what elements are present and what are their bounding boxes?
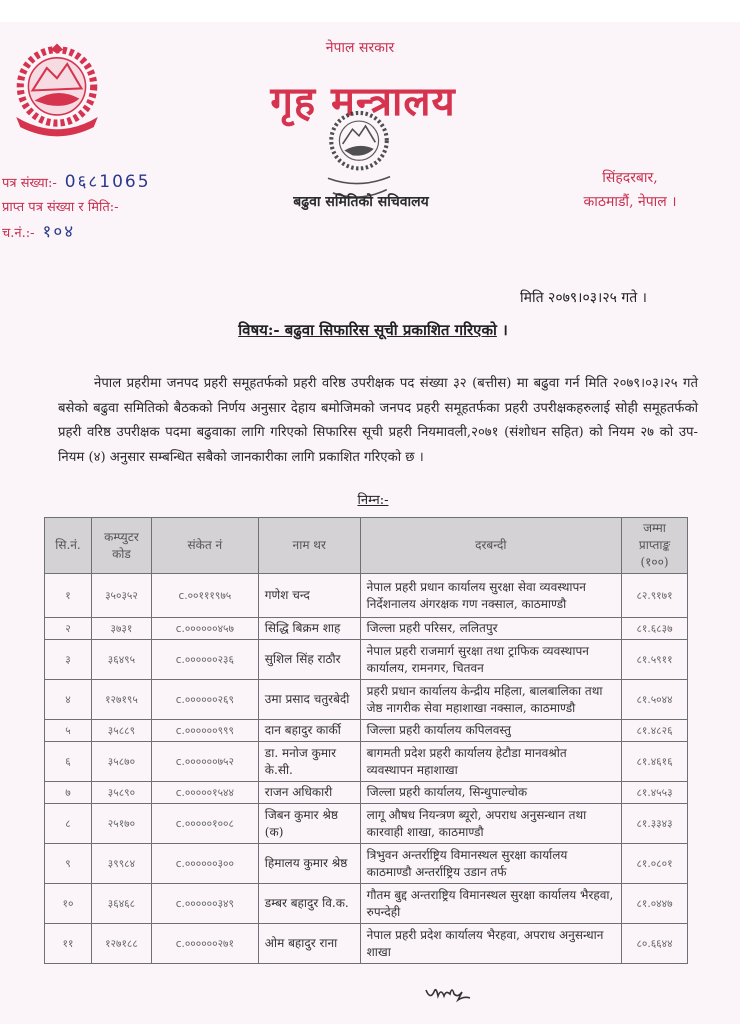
address-line-1: सिंहदरबार, xyxy=(602,170,658,186)
symbol-number-cell: c.००००००४५७ xyxy=(151,618,258,640)
score-cell: ८१.३३४३ xyxy=(622,804,688,844)
subject-text: विषय:- बढुवा सिफारिस सूची प्रकाशित गरिएको xyxy=(238,321,497,339)
name-cell: सुशिल सिंह राठौर xyxy=(258,640,360,680)
name-cell: सिद्धि बिक्रम शाह xyxy=(258,618,360,640)
serial-cell: ७ xyxy=(45,782,92,804)
secretariat-label: बढुवा समितिको सचिवालय xyxy=(293,194,429,210)
received-letter-row xyxy=(2,196,151,220)
list-heading: निम्न:- xyxy=(357,493,389,508)
posting-cell: गौतम बुद्द अन्तराष्ट्रिय विमानस्थल सुरक्षा कार्यालय भैरहवा, रुपन्देही xyxy=(360,884,621,924)
score-cell: ८१.०४४७ xyxy=(622,884,688,924)
posting-cell: नेपाल प्रहरी राजमार्ग सुरक्षा तथा ट्राफिक व्यवस्थापन कार्यालय, रामनगर, चितवन xyxy=(360,640,621,680)
office-address xyxy=(560,166,700,214)
header-symbol-number: संकेत नं xyxy=(151,518,258,574)
computer-code-cell: ३७३१ xyxy=(91,618,151,640)
name-cell: ओम बहादुर राना xyxy=(258,924,360,964)
score-cell: ८१.५९११ xyxy=(622,640,688,680)
symbol-number-cell: c.००००००७५२ xyxy=(151,742,258,782)
serial-cell: १० xyxy=(45,884,92,924)
posting-cell: त्रिभुवन अन्तर्राष्ट्रिय विमानस्थल सुरक्षा कार्यालय काठमाण्डौ अन्तर्राष्ट्रिय उडान तर्फ xyxy=(360,844,621,884)
serial-cell: ११ xyxy=(45,924,92,964)
dispatch-number-value: १०४ xyxy=(42,222,76,242)
score-cell: ८१.४५५३ xyxy=(622,782,688,804)
computer-code-cell: ३९९८४ xyxy=(91,844,151,884)
letter-number-label: पत्र संख्या:- xyxy=(2,176,57,191)
computer-code-cell: ३५८८९ xyxy=(91,720,151,742)
table-row xyxy=(45,640,688,680)
posting-cell: लागू औषध नियन्त्रण ब्यूरो, अपराध अनुसन्धान तथा कारवाही शाखा, काठमाण्डौ xyxy=(360,804,621,844)
score-cell: ८१.४६१६ xyxy=(622,742,688,782)
symbol-number-cell: c.०००००१००८ xyxy=(151,804,258,844)
serial-cell: ३ xyxy=(45,640,92,680)
computer-code-cell: ३६४६८ xyxy=(91,884,151,924)
symbol-number-cell: c.०००००१५४४ xyxy=(151,782,258,804)
score-cell: ८२.९१७१ xyxy=(622,574,688,618)
table-row xyxy=(45,782,688,804)
computer-code-cell: ३६४९५ xyxy=(91,640,151,680)
recommendation-table xyxy=(44,517,688,964)
name-cell: हिमालय कुमार श्रेष्ठ xyxy=(258,844,360,884)
serial-cell: ५ xyxy=(45,720,92,742)
signature-icon xyxy=(424,982,472,1004)
name-cell: जिबन कुमार श्रेष्ठ (क) xyxy=(258,804,360,844)
dispatch-number-row xyxy=(2,220,151,246)
table-row xyxy=(45,924,688,964)
subject-line xyxy=(0,320,746,340)
posting-cell: नेपाल प्रहरी प्रधान कार्यालय सुरक्षा सेवा व्यवस्थापन निर्देशनालय अंगरक्षक गण नक्साल, काठमाण्डौ xyxy=(360,574,621,618)
header-posting: दरबन्दी xyxy=(360,518,621,574)
serial-cell: ६ xyxy=(45,742,92,782)
letter-number-value: 0६८1065 xyxy=(64,172,151,192)
name-cell: डम्बर बहादुर वि.क. xyxy=(258,884,360,924)
ministry-title: गृह मन्त्रालय xyxy=(270,79,456,125)
score-cell: ८१.५०४४ xyxy=(622,680,688,720)
name-cell: डा. मनोज कुमार के.सी. xyxy=(258,742,360,782)
header-serial: सि.नं. xyxy=(45,518,92,574)
symbol-number-cell: c.००००००३०० xyxy=(151,844,258,884)
address-line-2: काठमाडौं, नेपाल । xyxy=(583,194,677,210)
name-cell: गणेश चन्द xyxy=(258,574,360,618)
computer-code-cell: १२७१८८ xyxy=(91,924,151,964)
table-row xyxy=(45,844,688,884)
computer-code-cell: ३५०३५२ xyxy=(91,574,151,618)
symbol-number-cell: c.००००००३४९ xyxy=(151,884,258,924)
score-cell: ८१.६८३७ xyxy=(622,618,688,640)
subject-end: । xyxy=(502,321,508,339)
dispatch-number-label: च.नं.:- xyxy=(2,226,35,241)
symbol-number-cell: c.००००००९९९ xyxy=(151,720,258,742)
symbol-number-cell: c.००००००२६९ xyxy=(151,680,258,720)
letter-reference-block xyxy=(2,170,151,246)
letter-date: मिति २०७९।०३।२५ गते । xyxy=(520,290,647,306)
name-cell: उमा प्रसाद चतुरबेदी xyxy=(258,680,360,720)
header-total-score: जम्मा प्राप्ताङ्क (१००) xyxy=(622,518,688,574)
score-cell: ८१.०८०१ xyxy=(622,844,688,884)
serial-cell: ८ xyxy=(45,804,92,844)
name-cell: राजन अधिकारी xyxy=(258,782,360,804)
score-cell: ८०.६६४४ xyxy=(622,924,688,964)
symbol-number-cell: c.००००००२७१ xyxy=(151,924,258,964)
symbol-number-cell: c.००१११९७५ xyxy=(151,574,258,618)
header-name: नाम थर xyxy=(258,518,360,574)
table-row xyxy=(45,884,688,924)
posting-cell: नेपाल प्रहरी प्रदेश कार्यालय भैरहवा, अपराध अनुसन्धान शाखा xyxy=(360,924,621,964)
table-row xyxy=(45,680,688,720)
government-label: नेपाल सरकार xyxy=(325,40,395,56)
header-computer-code: कम्प्युटर कोड xyxy=(91,518,151,574)
table-row xyxy=(45,574,688,618)
body-paragraph: नेपाल प्रहरीमा जनपद प्रहरी समूहतर्फको प्रहरी वरिष्ठ उपरीक्षक पद संख्या ३२ (बत्तीस) मा बढुवा गर्न मिति २०७९।०३।२५ गते बसेको बढुवा समितिको बैठकको निर्णय अनुसार देहाय बमोजिमको जनपद प्रहरी समूहतर्फका प्रहरी उपरीक्षकहरुलाई सोही समूहतर्फको प्रहरी वरिष्ठ उपरीक्षक पदमा बढुवाका लागि गरिएको सिफारिस सूची प्रहरी नियमावली,२०७१ (संशोधन सहित) को नियम २७ को उप-नियम (४) अनुसार सम्बन्धित सबैको जानकारीका लागि प्रकाशित गरिएको छ । xyxy=(58,376,698,465)
symbol-number-cell: c.००००००२३६ xyxy=(151,640,258,680)
table-row xyxy=(45,618,688,640)
serial-cell: २ xyxy=(45,618,92,640)
table-row xyxy=(45,742,688,782)
serial-cell: ९ xyxy=(45,844,92,884)
computer-code-cell: १२७१९५ xyxy=(91,680,151,720)
computer-code-cell: २५१७० xyxy=(91,804,151,844)
name-cell: दान बहादुर कार्की xyxy=(258,720,360,742)
letter-number-row xyxy=(2,170,151,196)
table-row xyxy=(45,804,688,844)
table-row xyxy=(45,720,688,742)
serial-cell: ४ xyxy=(45,680,92,720)
posting-cell: जिल्ला प्रहरी परिसर, ललितपुर xyxy=(360,618,621,640)
posting-cell: प्रहरी प्रधान कार्यालय केन्द्रीय महिला, बालबालिका तथा जेष्ठ नागरीक सेवा महाशाखा नक्साल, काठमाण्डौ xyxy=(360,680,621,720)
computer-code-cell: ३५८७० xyxy=(91,742,151,782)
nepal-emblem-icon xyxy=(6,40,108,145)
posting-cell: जिल्ला प्रहरी कार्यालय, सिन्धुपाल्चोक xyxy=(360,782,621,804)
received-letter-label: प्राप्त पत्र संख्या र मिति:- xyxy=(2,200,119,215)
posting-cell: जिल्ला प्रहरी कार्यालय कपिलवस्तु xyxy=(360,720,621,742)
score-cell: ८१.४८२६ xyxy=(622,720,688,742)
serial-cell: १ xyxy=(45,574,92,618)
table-header-row xyxy=(45,518,688,574)
computer-code-cell: ३५८९० xyxy=(91,782,151,804)
posting-cell: बागमती प्रदेश प्रहरी कार्यालय हेटौडा मानवश्रोत व्यवस्थापन महाशाखा xyxy=(360,742,621,782)
